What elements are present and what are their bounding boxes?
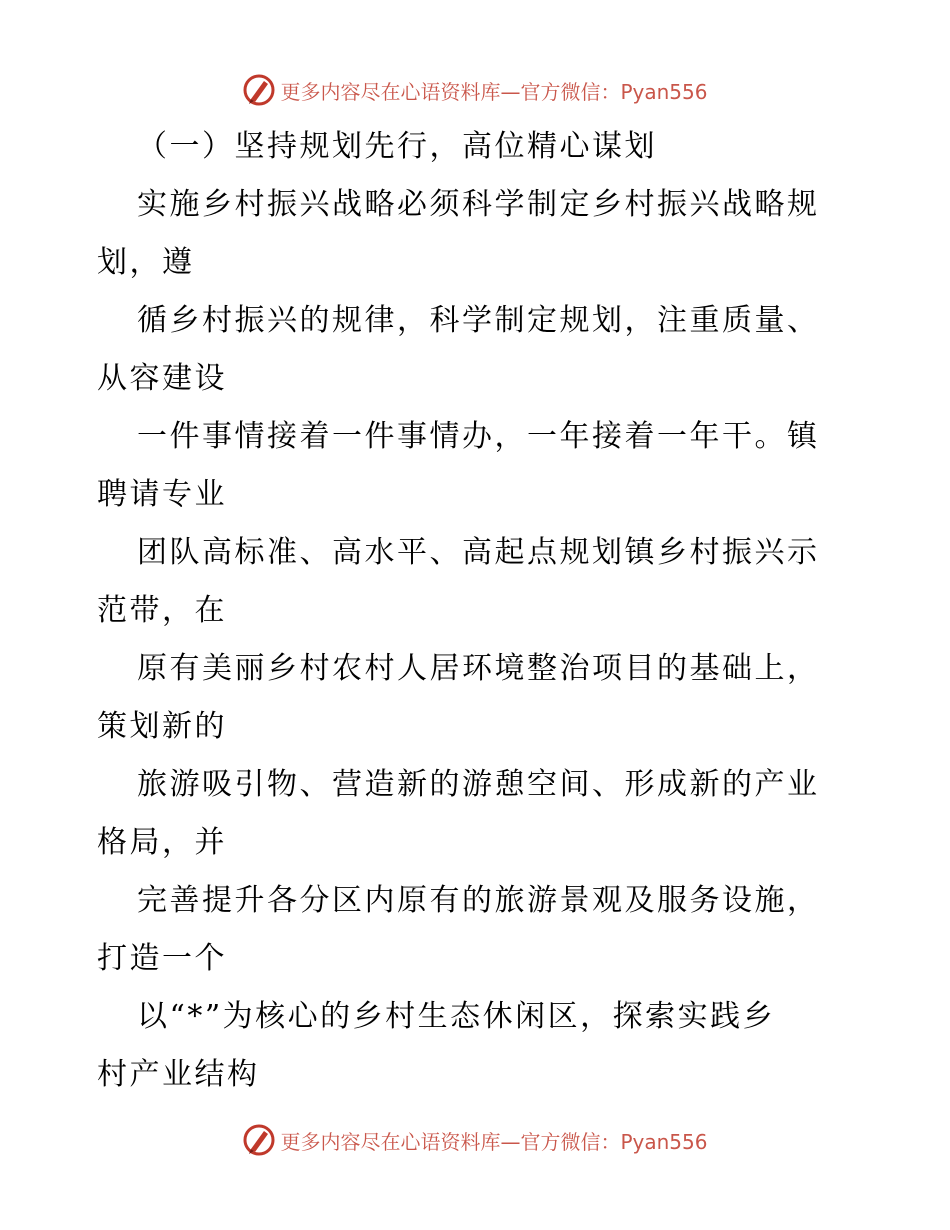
paragraph-line: 范带，在 [97, 593, 227, 628]
paragraph-line: 村产业结构 [97, 1057, 260, 1092]
paragraph-line: 循乡村振兴的规律，科学制定规划，注重质量、 [137, 303, 820, 338]
section-heading: （一）坚持规划先行，高位精心谋划 [137, 129, 657, 164]
paragraph-line: 从容建设 [97, 361, 227, 396]
paragraph-line: 策划新的 [97, 709, 227, 744]
paragraph-line: 聘请专业 [97, 477, 227, 512]
paragraph-line: 实施乡村振兴战略必须科学制定乡村振兴战略规 [137, 187, 820, 222]
paragraph-line: 一件事情接着一件事情办，一年接着一年干。镇 [137, 419, 820, 454]
pen-logo-icon [242, 1123, 276, 1157]
paragraph-line: 格局，并 [97, 825, 227, 860]
paragraph-line: 打造一个 [97, 941, 227, 976]
paragraph-line: 划，遵 [97, 245, 195, 280]
watermark-text: 更多内容尽在心语资料库—官方微信：Pyan556 [280, 1129, 708, 1154]
paragraph-line: 旅游吸引物、营造新的游憩空间、形成新的产业 [137, 767, 820, 802]
watermark-text: 更多内容尽在心语资料库—官方微信：Pyan556 [280, 79, 708, 104]
paragraph-line: 完善提升各分区内原有的旅游景观及服务设施， [137, 883, 820, 918]
paragraph-line: 原有美丽乡村农村人居环境整治项目的基础上， [137, 651, 820, 686]
footer-watermark [0, 1120, 950, 1160]
paragraph-line: 团队高标准、高水平、高起点规划镇乡村振兴示 [137, 535, 820, 570]
header-watermark [0, 70, 950, 110]
paragraph-line: 以“*”为核心的乡村生态休闲区，探索实践乡 [137, 999, 776, 1034]
document-body [97, 118, 857, 1104]
pen-logo-icon [242, 73, 276, 107]
